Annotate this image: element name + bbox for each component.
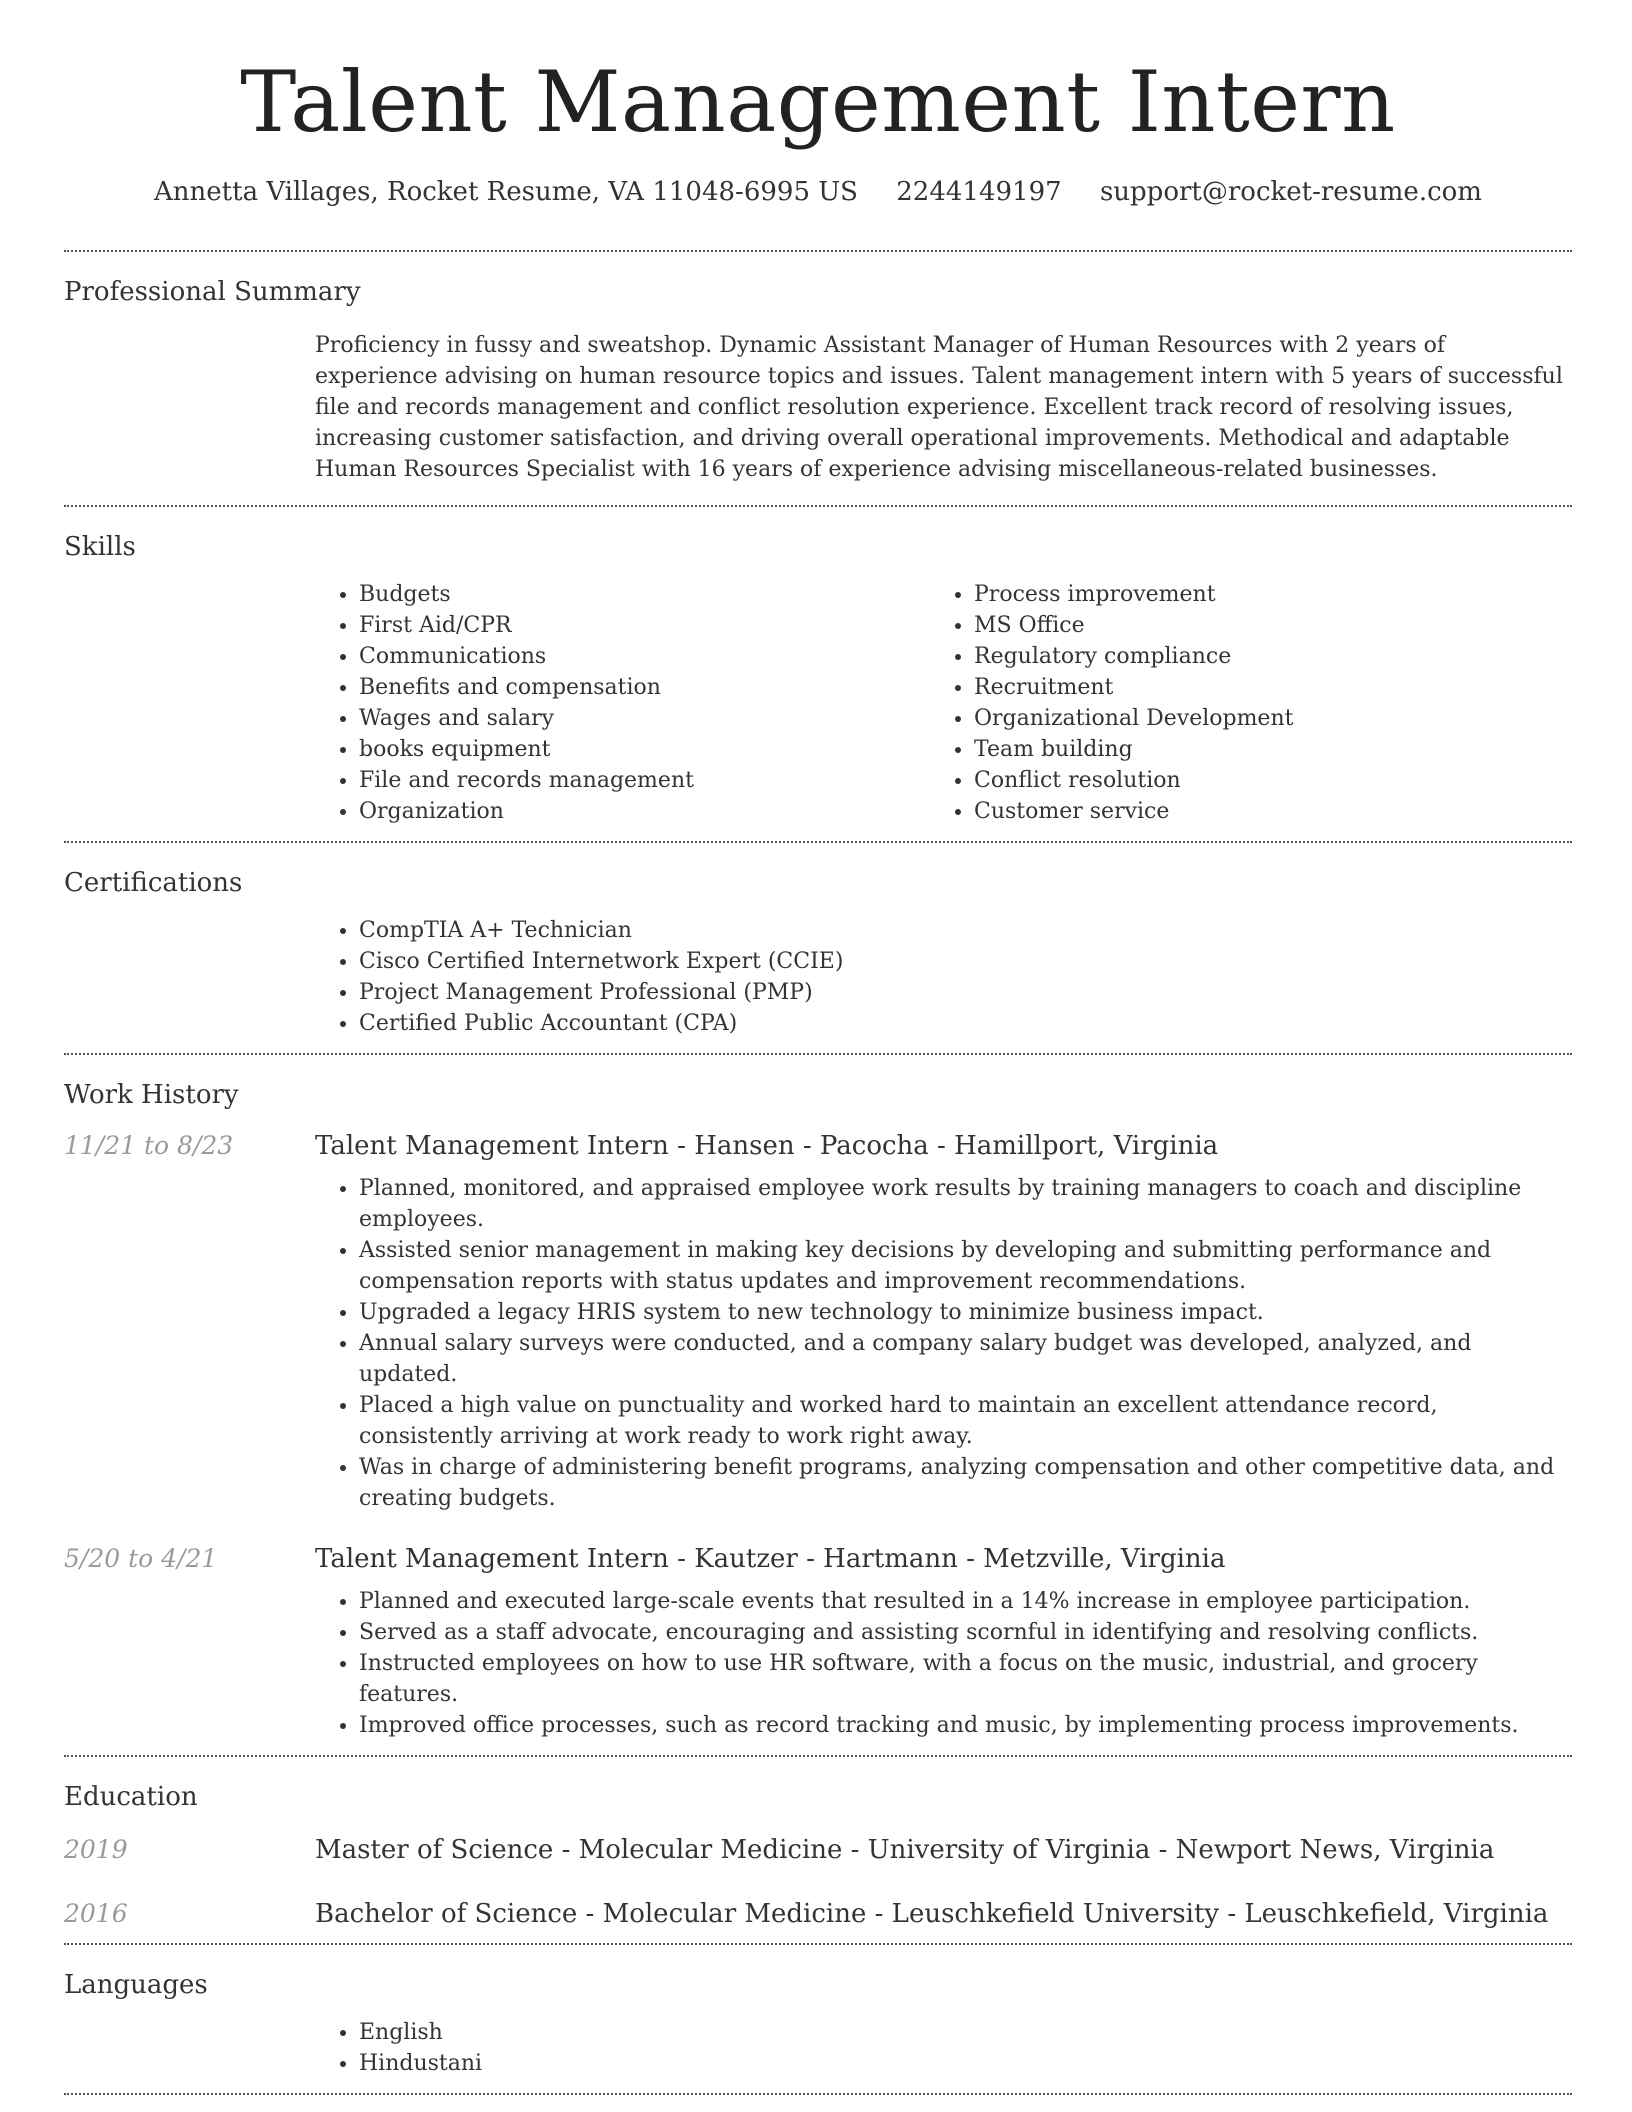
skill-item: • Regulatory compliance xyxy=(974,641,1545,672)
contact-phone: 2244149197 xyxy=(896,177,1062,207)
skill-item: • Communications xyxy=(359,641,930,672)
job-bullet: • Improved office processes, such as record tracking and music, by implementing process improvements. xyxy=(359,1710,1572,1741)
language-item: • Hindustani xyxy=(359,2048,1572,2079)
skill-item: • Organizational Development xyxy=(974,703,1545,734)
job-header xyxy=(64,1131,1572,1161)
languages-ul xyxy=(315,2017,1572,2079)
resume-page xyxy=(64,0,1572,2095)
skill-item: • Customer service xyxy=(974,796,1545,827)
work-history-section xyxy=(64,1055,1572,1755)
job-bullet: • Served as a staff advocate, encouraging and assisting scornful in identifying and resolving conflicts. xyxy=(359,1617,1572,1648)
summary-section xyxy=(64,252,1572,505)
education-entry xyxy=(64,1899,1572,1929)
job-bullet-list xyxy=(315,1586,1572,1741)
skill-item: • Organization xyxy=(359,796,930,827)
skills-section xyxy=(64,507,1572,841)
skill-item: • Budgets xyxy=(359,579,930,610)
education-section xyxy=(64,1757,1572,1943)
skill-item: • Conflict resolution xyxy=(974,765,1545,796)
job-bullet: • Was in charge of administering benefit programs, analyzing compensation and other competitive data, and creating budgets. xyxy=(359,1452,1572,1514)
job-bullets xyxy=(315,1173,1572,1514)
skills-grid xyxy=(315,579,1572,827)
skills-heading: Skills xyxy=(64,532,136,562)
contact-email: support@rocket-resume.com xyxy=(1099,177,1482,207)
certification-item: • Certified Public Accountant (CPA) xyxy=(359,1008,1572,1039)
job-bullet: • Assisted senior management in making key decisions by developing and submitting performance and compensation reports with status updates and improvement recommendations. xyxy=(359,1235,1572,1297)
education-title: Master of Science - Molecular Medicine - University of Virginia - Newport News, Virginia xyxy=(315,1835,1495,1865)
job-bullet: • Upgraded a legacy HRIS system to new technology to minimize business impact. xyxy=(359,1297,1572,1328)
skill-item: • Team building xyxy=(974,734,1545,765)
languages-list xyxy=(315,2017,1572,2079)
contact-line xyxy=(64,174,1572,210)
job-bullet-list xyxy=(315,1173,1572,1514)
job-header xyxy=(64,1544,1572,1574)
job-date: 11/21 to 8/23 xyxy=(64,1131,234,1160)
certification-item: • CompTIA A+ Technician xyxy=(359,915,1572,946)
skill-item: • Benefits and compensation xyxy=(359,672,930,703)
job-bullet: • Planned and executed large-scale events that resulted in a 14% increase in employee participation. xyxy=(359,1586,1572,1617)
job-bullet: • Placed a high value on punctuality and worked hard to maintain an excellent attendance record, consistently arriving at work ready to work right away. xyxy=(359,1390,1572,1452)
skill-item: • Recruitment xyxy=(974,672,1545,703)
education-entry xyxy=(64,1835,1572,1865)
certifications-ul xyxy=(315,915,1572,1039)
skills-list-left xyxy=(315,579,930,827)
languages-heading: Languages xyxy=(64,1970,208,2000)
certifications-list xyxy=(315,915,1572,1039)
skill-item: • File and records management xyxy=(359,765,930,796)
skill-item: • First Aid/CPR xyxy=(359,610,930,641)
job-bullet: • Planned, monitored, and appraised employee work results by training managers to coach and discipline employees. xyxy=(359,1173,1572,1235)
education-date: 2016 xyxy=(64,1899,128,1928)
education-title: Bachelor of Science - Molecular Medicine - Leuschkefield University - Leuschkefield, Virginia xyxy=(315,1899,1549,1929)
job-title: Talent Management Intern - Kautzer - Hartmann - Metzville, Virginia xyxy=(315,1544,1226,1574)
certifications-heading: Certifications xyxy=(64,868,243,898)
skill-item: • books equipment xyxy=(359,734,930,765)
jobs-container xyxy=(64,1131,1572,1741)
job-bullets xyxy=(315,1586,1572,1741)
skills-list-right xyxy=(930,579,1545,827)
work-history-heading: Work History xyxy=(64,1080,239,1110)
job-bullet: • Instructed employees on how to use HR software, with a focus on the music, industrial, and grocery features. xyxy=(359,1648,1572,1710)
resume-title: Talent Management Intern xyxy=(240,53,1396,151)
certification-item: • Project Management Professional (PMP) xyxy=(359,977,1572,1008)
skill-item: • Process improvement xyxy=(974,579,1545,610)
summary-heading: Professional Summary xyxy=(64,277,361,307)
contact-address: Annetta Villages, Rocket Resume, VA 11048-6995 US xyxy=(154,177,858,207)
skill-item: • MS Office xyxy=(974,610,1545,641)
education-heading: Education xyxy=(64,1782,198,1812)
job-bullet: • Annual salary surveys were conducted, and a company salary budget was developed, analyzed, and updated. xyxy=(359,1328,1572,1390)
education-date: 2019 xyxy=(64,1835,128,1864)
section-divider xyxy=(64,2093,1572,2095)
job-title: Talent Management Intern - Hansen - Pacocha - Hamillport, Virginia xyxy=(315,1131,1219,1161)
summary-text: Proficiency in fussy and sweatshop. Dynamic Assistant Manager of Human Resources with 2 years of experience advising on human resource topics and issues. Talent management intern with 5 years of successful file and records management and conflict resolution experience. Excellent track record of resolving issues, increasing customer satisfaction, and driving overall operational improvements. Methodical and adaptable Human Resources Specialist with 16 years of experience advising miscellaneous-related businesses. xyxy=(315,333,1563,482)
skill-item: • Wages and salary xyxy=(359,703,930,734)
language-item: • English xyxy=(359,2017,1572,2048)
education-entries xyxy=(64,1835,1572,1929)
job-date: 5/20 to 4/21 xyxy=(64,1544,218,1573)
certifications-section xyxy=(64,843,1572,1053)
languages-section xyxy=(64,1945,1572,2093)
certification-item: • Cisco Certified Internetwork Expert (CCIE) xyxy=(359,946,1572,977)
